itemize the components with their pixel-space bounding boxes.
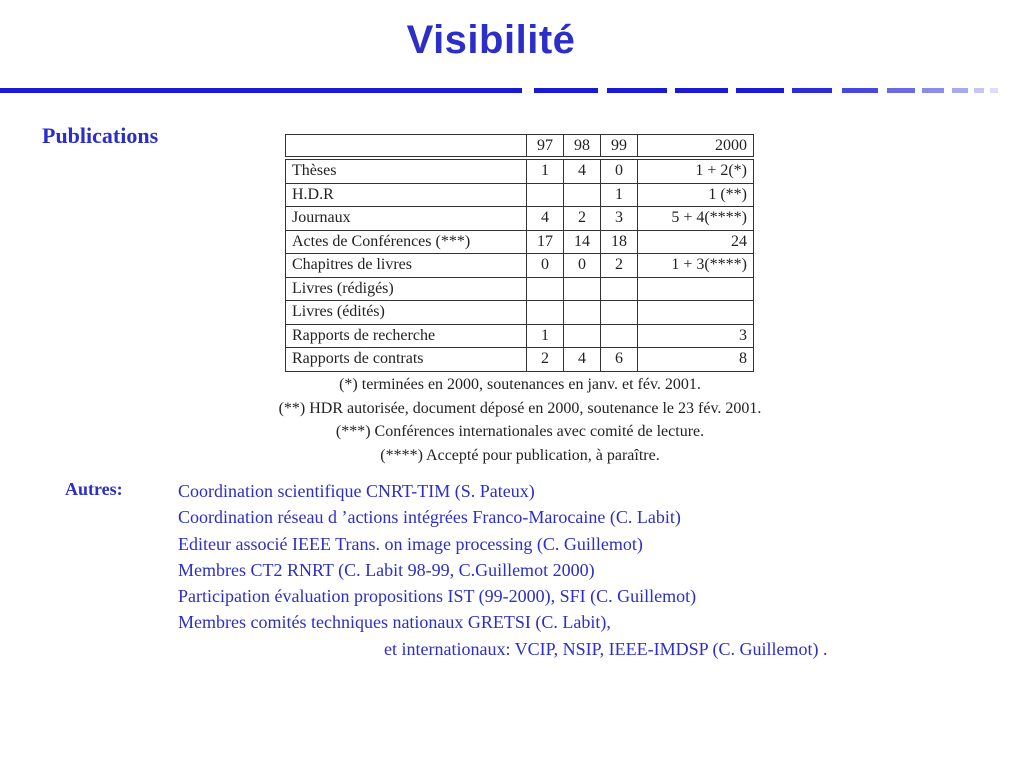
rule-segment bbox=[607, 88, 667, 93]
list-item: Membres CT2 RNRT (C. Labit 98-99, C.Guillemot 2000) bbox=[178, 559, 595, 580]
table-cell: Journaux bbox=[286, 207, 527, 231]
table-cell: 1 (**) bbox=[638, 183, 754, 207]
table-cell: 14 bbox=[564, 230, 601, 254]
rule-segment bbox=[922, 88, 944, 93]
table-cell bbox=[564, 324, 601, 348]
table-cell: 18 bbox=[601, 230, 638, 254]
table-cell bbox=[601, 277, 638, 301]
table-cell: 1 bbox=[527, 158, 564, 183]
table-cell: 24 bbox=[638, 230, 754, 254]
header-cell bbox=[286, 135, 527, 159]
rule-segment bbox=[842, 88, 878, 93]
rule-segment bbox=[990, 88, 998, 93]
table-cell: 1 + 3(****) bbox=[638, 254, 754, 278]
table-cell bbox=[601, 324, 638, 348]
rule-segment bbox=[534, 88, 598, 93]
table-cell: Chapitres de livres bbox=[286, 254, 527, 278]
table-cell: 2 bbox=[527, 348, 564, 372]
rule-segment bbox=[952, 88, 968, 93]
table-row bbox=[286, 301, 754, 325]
table-header-row bbox=[286, 135, 754, 159]
table-row bbox=[286, 183, 754, 207]
list-item: Coordination scientifique CNRT-TIM (S. Pateux) bbox=[178, 481, 535, 501]
page-title: Visibilité bbox=[406, 18, 576, 62]
rule-segment bbox=[792, 88, 832, 93]
table-row bbox=[286, 348, 754, 372]
footnote: (**) HDR autorisée, document déposé en 2000, soutenance le 23 fév. 2001. bbox=[278, 399, 762, 417]
table-cell: 2 bbox=[564, 207, 601, 231]
table-cell: Thèses bbox=[286, 158, 527, 183]
rule-segment bbox=[974, 88, 984, 93]
header-cell: 98 bbox=[564, 135, 601, 159]
table-row bbox=[286, 277, 754, 301]
footnote: (*) terminées en 2000, soutenances en janv. et fév. 2001. bbox=[339, 376, 701, 393]
table-cell: 0 bbox=[527, 254, 564, 278]
header-cell: 97 bbox=[527, 135, 564, 159]
table-cell: 1 + 2(*) bbox=[638, 158, 754, 183]
table-row bbox=[286, 254, 754, 278]
table-footnotes bbox=[200, 373, 840, 468]
header-cell: 2000 bbox=[638, 135, 754, 159]
table-row bbox=[286, 207, 754, 231]
table-cell: 1 bbox=[527, 324, 564, 348]
table-cell: 1 bbox=[601, 183, 638, 207]
table-row bbox=[286, 230, 754, 254]
rule-segment bbox=[675, 88, 728, 93]
table-cell: H.D.R bbox=[286, 183, 527, 207]
table-cell bbox=[601, 301, 638, 325]
table-cell: 17 bbox=[527, 230, 564, 254]
table-cell: 3 bbox=[601, 207, 638, 231]
table-cell: Rapports de contrats bbox=[286, 348, 527, 372]
table-cell: 4 bbox=[527, 207, 564, 231]
header-cell: 99 bbox=[601, 135, 638, 159]
section-label-publications: Publications bbox=[42, 123, 159, 148]
list-item: Participation évaluation propositions IST (99-2000), SFI (C. Guillemot) bbox=[178, 586, 697, 607]
rule-segment bbox=[887, 88, 915, 93]
table-cell: 4 bbox=[564, 158, 601, 183]
table-cell bbox=[564, 277, 601, 301]
table-cell: 0 bbox=[601, 158, 638, 183]
table-cell: Rapports de recherche bbox=[286, 324, 527, 348]
table-cell: 5 + 4(****) bbox=[638, 207, 754, 231]
table-cell: 6 bbox=[601, 348, 638, 372]
table-cell bbox=[638, 277, 754, 301]
table-cell: Actes de Conférences (***) bbox=[286, 230, 527, 254]
table-cell bbox=[527, 277, 564, 301]
rule-segment bbox=[736, 88, 784, 93]
table-cell: Livres (édités) bbox=[286, 301, 527, 325]
footnote: (***) Conférences internationales avec comité de lecture. bbox=[335, 423, 705, 441]
table-row bbox=[286, 324, 754, 348]
table-cell bbox=[527, 183, 564, 207]
list-item: Coordination réseau d ’actions intégrées Franco-Marocaine (C. Labit) bbox=[178, 507, 681, 528]
table-cell: 2 bbox=[601, 254, 638, 278]
table-cell bbox=[564, 183, 601, 207]
table-cell: 0 bbox=[564, 254, 601, 278]
table-cell bbox=[527, 301, 564, 325]
table-cell: 4 bbox=[564, 348, 601, 372]
footnote: (****) Accepté pour publication, à paraître. bbox=[380, 447, 660, 465]
autres-list bbox=[178, 478, 827, 662]
section-label-autres: Autres: bbox=[65, 479, 123, 499]
list-item: et internationaux: VCIP, NSIP, IEEE-IMDSP (C. Guillemot) . bbox=[384, 638, 828, 659]
publications-table bbox=[285, 134, 754, 372]
rule-segment bbox=[0, 88, 522, 93]
table-cell: 3 bbox=[638, 324, 754, 348]
list-item: Membres comités techniques nationaux GRETSI (C. Labit), bbox=[178, 612, 611, 633]
table-cell: 8 bbox=[638, 348, 754, 372]
table-row bbox=[286, 158, 754, 183]
list-item: Editeur associé IEEE Trans. on image processing (C. Guillemot) bbox=[178, 533, 643, 554]
table-cell bbox=[638, 301, 754, 325]
table-cell: Livres (rédigés) bbox=[286, 277, 527, 301]
table-cell bbox=[564, 301, 601, 325]
